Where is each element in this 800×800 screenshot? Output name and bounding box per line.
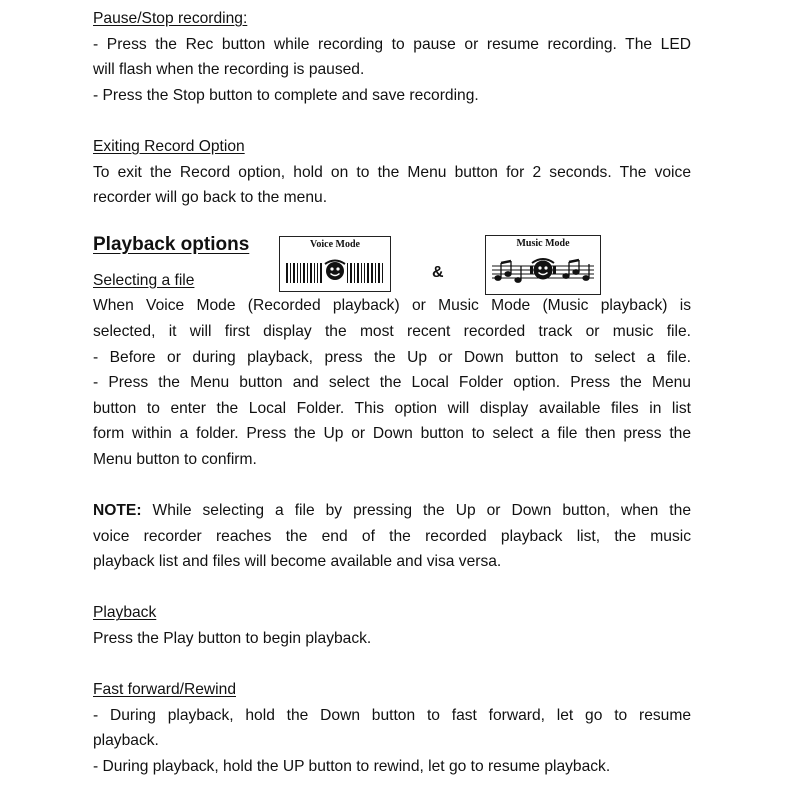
selecting-line-3: - Before or during playback, press the Up or Down button to select a file. bbox=[93, 348, 691, 366]
waveform-bar bbox=[320, 263, 322, 283]
note-line-2: voice recorder reaches the end of the recorded playback list, the music bbox=[93, 527, 691, 545]
ff-rewind-line-2: playback. bbox=[93, 732, 159, 750]
waveform-bar bbox=[297, 263, 298, 283]
selecting-line-6: form within a folder. Press the Up or Down button to select a file then press the bbox=[93, 425, 691, 443]
ff-rewind-heading: Fast forward/Rewind bbox=[93, 681, 236, 699]
waveform-bar bbox=[354, 263, 355, 283]
selecting-line-1: When Voice Mode (Recorded playback) or Music Mode (Music playback) is bbox=[93, 297, 691, 315]
playback-options-row bbox=[93, 211, 691, 268]
note-line-3: playback list and files will become available and visa versa. bbox=[93, 553, 502, 571]
voice-waveform-icon bbox=[280, 237, 390, 291]
exiting-heading: Exiting Record Option bbox=[93, 137, 245, 155]
music-notes-icon bbox=[486, 236, 600, 294]
playback-line-1: Press the Play button to begin playback. bbox=[93, 630, 372, 648]
selecting-line-5: button to enter the Local Folder. This option will display available files in list bbox=[93, 399, 691, 417]
selecting-heading: Selecting a file bbox=[93, 271, 195, 289]
music-mode-label: Music Mode bbox=[516, 238, 570, 249]
voice-mode-display bbox=[279, 236, 391, 292]
waveform-bar bbox=[303, 263, 305, 283]
waveform-bar bbox=[367, 263, 369, 283]
pause-stop-line-3: - Press the Stop button to complete and save recording. bbox=[93, 86, 479, 104]
playback-heading: Playback bbox=[93, 604, 157, 622]
waveform-bar bbox=[364, 263, 365, 283]
music-mode-display bbox=[485, 235, 601, 295]
manual-page bbox=[93, 6, 691, 780]
waveform-bar bbox=[314, 263, 315, 283]
waveform-bar bbox=[371, 263, 373, 283]
note-label: NOTE: bbox=[93, 502, 142, 520]
waveform-bar bbox=[375, 263, 376, 283]
waveform-bar bbox=[378, 263, 380, 283]
waveform-bar bbox=[350, 263, 352, 283]
selecting-line-2: selected, it will first display the most recent recorded track or music file. bbox=[93, 322, 691, 340]
ampersand: & bbox=[432, 264, 444, 281]
exiting-line-2: recorder will go back to the menu. bbox=[93, 189, 328, 207]
waveform-bar bbox=[317, 263, 318, 283]
spacer bbox=[93, 575, 691, 601]
spacer bbox=[93, 473, 691, 499]
waveform-bar bbox=[307, 263, 308, 283]
waveform-bar bbox=[293, 263, 295, 283]
waveform-bar bbox=[357, 263, 359, 283]
ff-rewind-line-1: - During playback, hold the Down button to fast forward, let go to resume bbox=[93, 706, 691, 724]
waveform-bar bbox=[290, 263, 291, 283]
waveform-bar bbox=[361, 263, 362, 283]
spacer bbox=[93, 108, 691, 134]
face-icon bbox=[534, 261, 553, 280]
selecting-line-4: - Press the Menu button and select the Local Folder option. Press the Menu bbox=[93, 374, 691, 392]
pause-stop-line-1: - Press the Rec button while recording to pause or resume recording. The LED bbox=[93, 35, 691, 53]
selecting-line-7: Menu button to confirm. bbox=[93, 450, 257, 468]
pause-stop-line-2: will flash when the recording is paused. bbox=[93, 61, 365, 79]
waveform-bar bbox=[286, 263, 288, 283]
playback-options-title: Playback options bbox=[93, 233, 250, 255]
ff-rewind-line-3: - During playback, hold the UP button to rewind, let go to resume playback. bbox=[93, 758, 611, 776]
spacer bbox=[93, 652, 691, 678]
pause-stop-heading: Pause/Stop recording: bbox=[93, 10, 248, 27]
voice-mode-label: Voice Mode bbox=[310, 239, 360, 250]
face-icon bbox=[326, 262, 344, 280]
waveform-bar bbox=[300, 263, 301, 283]
note-line-1 bbox=[93, 498, 691, 524]
waveform-bar bbox=[347, 263, 348, 283]
exiting-line-1: To exit the Record option, hold on to the Menu button for 2 seconds. The voice bbox=[93, 163, 691, 181]
waveform-bar bbox=[310, 263, 312, 283]
waveform-bar bbox=[382, 263, 383, 283]
note-line-1-text: While selecting a file by pressing the Up or Down button, when the bbox=[141, 502, 691, 520]
